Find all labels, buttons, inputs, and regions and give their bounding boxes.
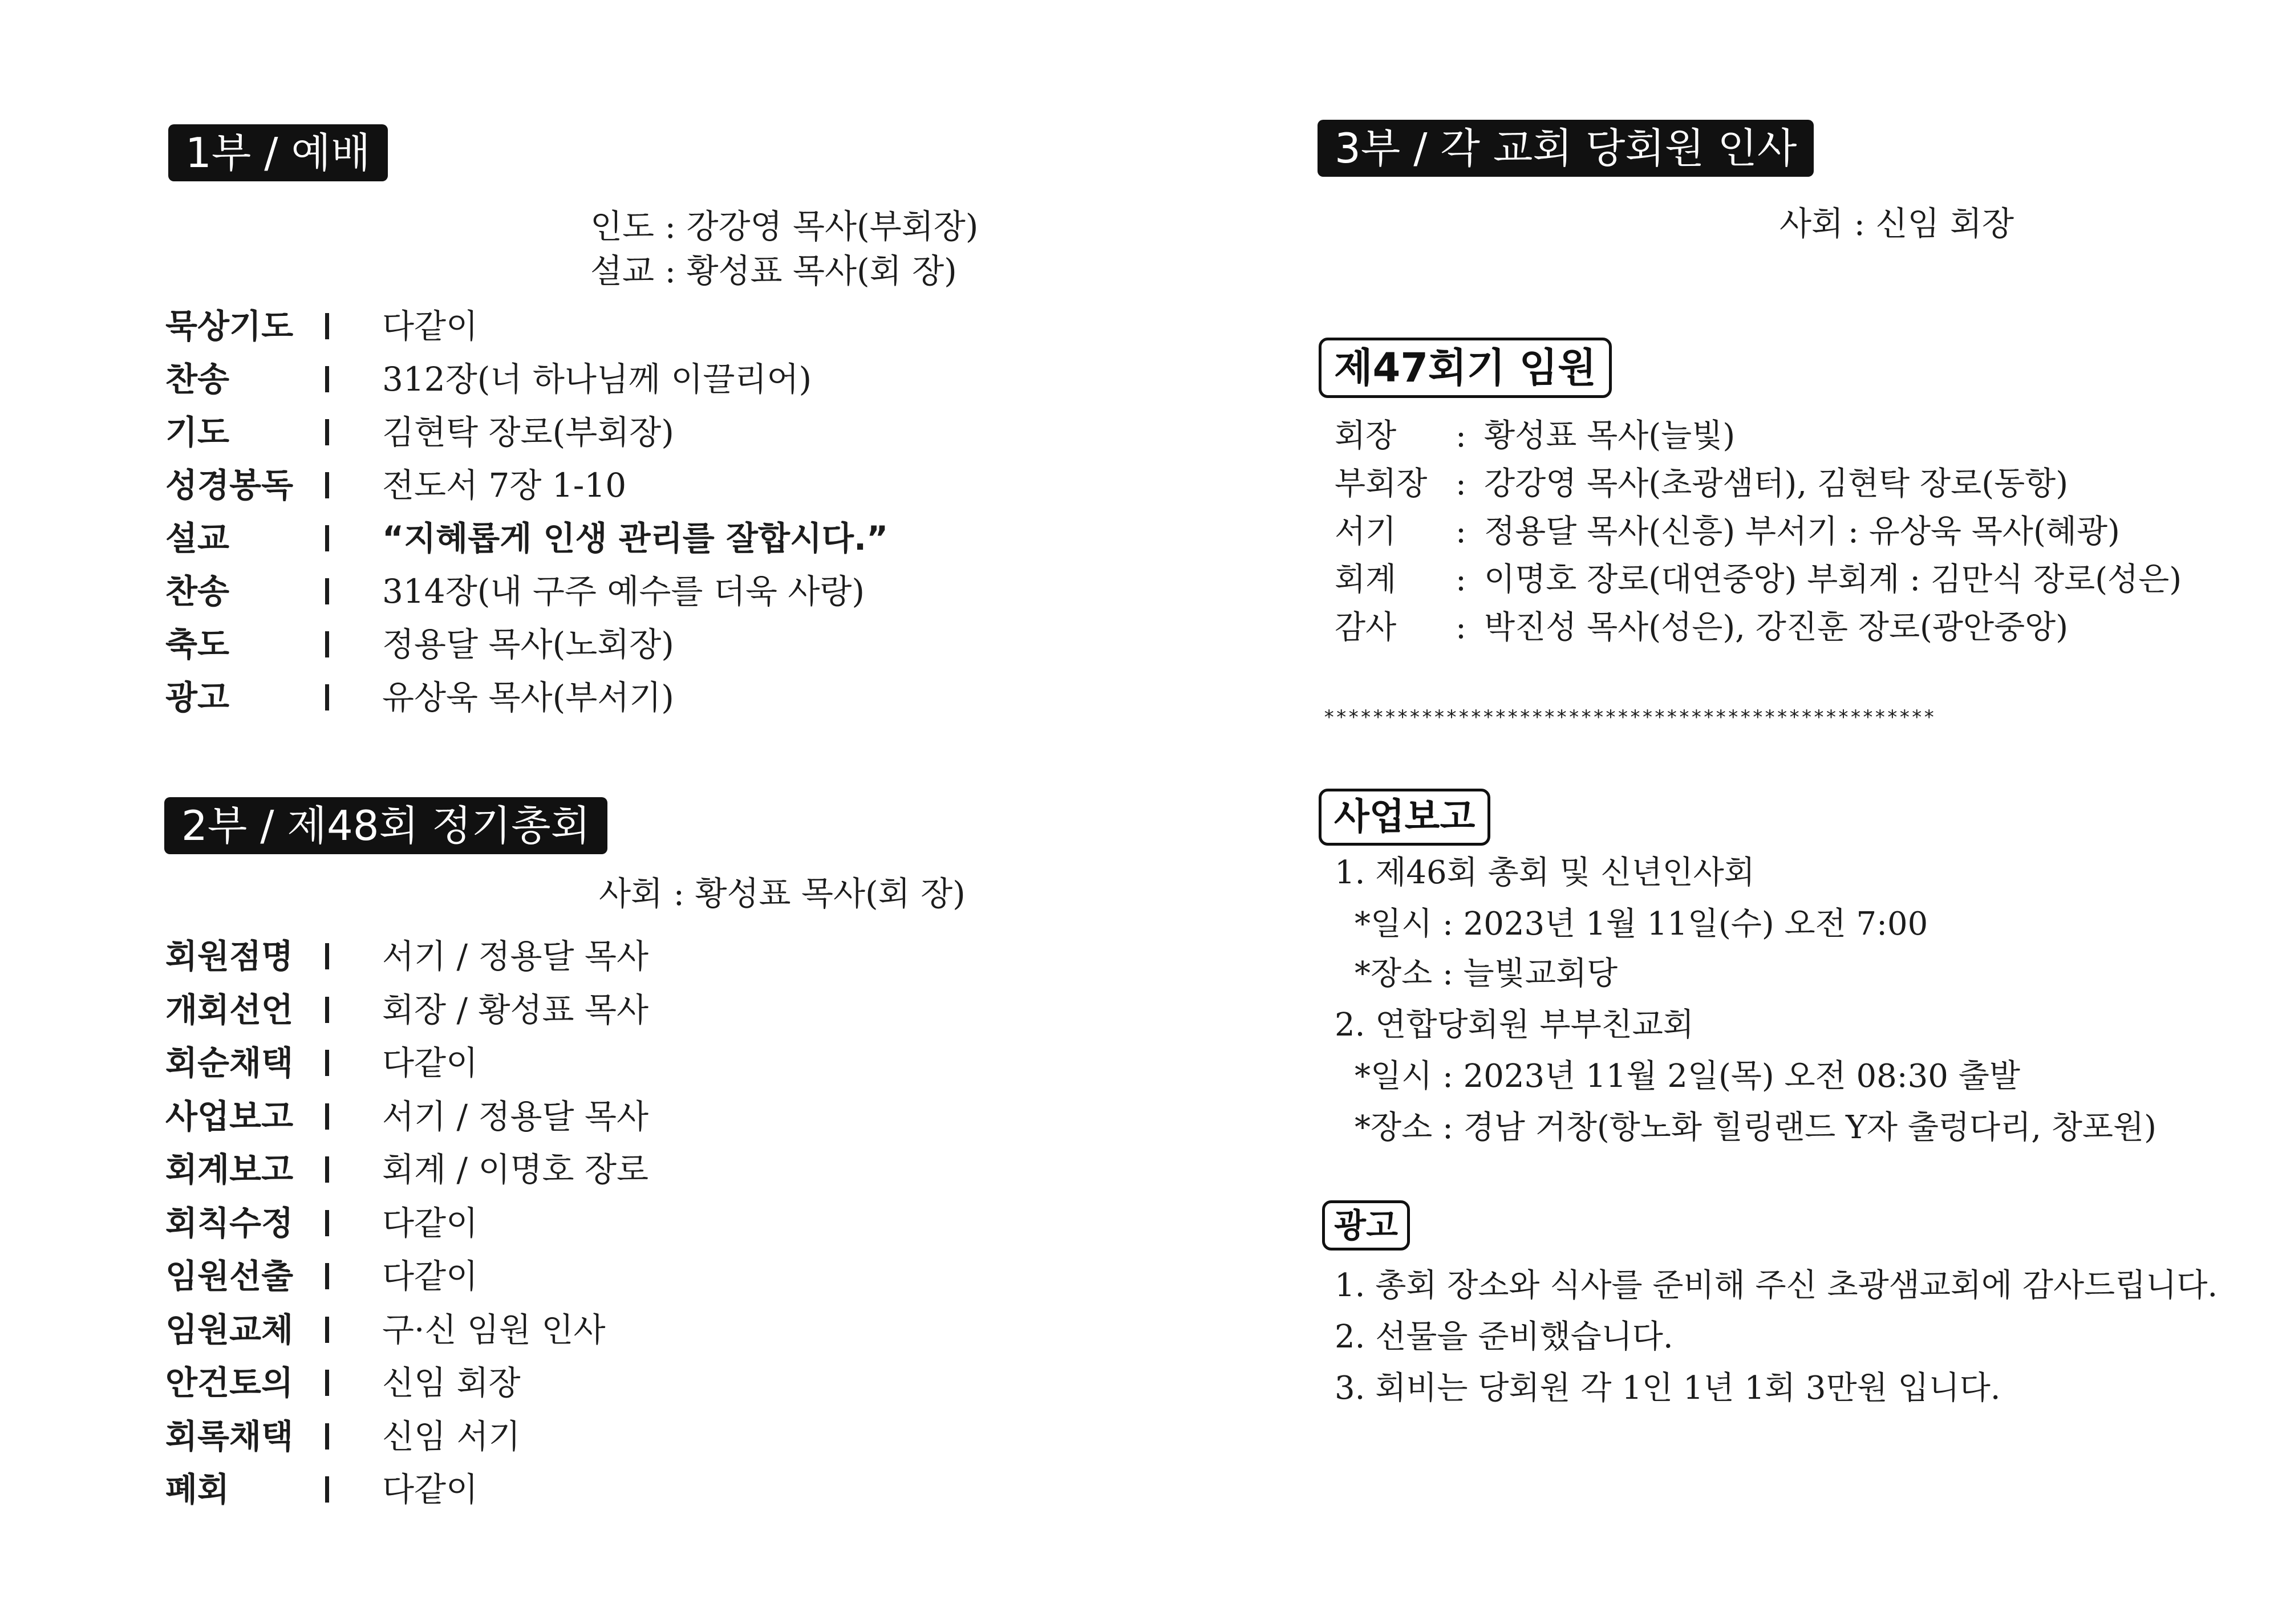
- colon: :: [1456, 561, 1466, 598]
- officer-title: 회계: [1335, 561, 1397, 598]
- program-value: 신임 회장: [382, 1363, 521, 1402]
- officer-title: 감사: [1335, 609, 1397, 646]
- report-line: *장소 : 경남 거창(항노화 힐링랜드 Y자 출렁다리, 창포원): [1355, 1109, 2156, 1146]
- notice-line: 2. 선물을 준비했습니다.: [1335, 1318, 1673, 1355]
- program-label: 안건토의: [165, 1363, 294, 1402]
- part1-header: 1부 / 예배: [168, 124, 388, 181]
- colon: :: [1456, 513, 1466, 550]
- divider-bar: [325, 684, 329, 710]
- report-line: 1. 제46회 총회 및 신년인사회: [1335, 854, 1755, 891]
- officer-row: [1335, 460, 2247, 509]
- program-value: 구·신 임원 인사: [382, 1310, 606, 1349]
- program-label: 회순채택: [165, 1044, 294, 1082]
- divider-bar: [325, 997, 329, 1023]
- program-label: 회록채택: [165, 1416, 294, 1456]
- program-label: 회칙수정: [165, 1203, 294, 1243]
- divider-bar: [325, 1156, 329, 1183]
- divider-bar: [325, 1050, 329, 1076]
- program-label: 폐회: [165, 1470, 230, 1509]
- program-label: 회계보고: [165, 1150, 294, 1189]
- program-label: 설교: [165, 519, 230, 558]
- officer-row: [1335, 412, 2247, 461]
- program-label: 찬송: [165, 572, 230, 611]
- officer-name: 이명호 장로(대연중앙) 부회계 : 김만식 장로(성은): [1484, 561, 2182, 598]
- part2-header: 2부 / 제48회 정기총회: [164, 797, 607, 854]
- divider-bar: [325, 1263, 329, 1289]
- program-label: 회원점명: [165, 937, 294, 976]
- report-line: *일시 : 2023년 1월 11일(수) 오전 7:00: [1355, 906, 1928, 943]
- officer-title: 회장: [1335, 417, 1397, 454]
- program-value: 유상욱 목사(부서기): [382, 678, 674, 717]
- divider-bar: [325, 1103, 329, 1130]
- program-label: 광고: [165, 678, 230, 717]
- divider-bar: [325, 366, 329, 392]
- program-value: 회계 / 이명호 장로: [382, 1150, 649, 1189]
- program-label: 축도: [165, 625, 230, 664]
- divider-bar: [325, 1370, 329, 1396]
- officer-row: [1335, 555, 2247, 604]
- part3-header: 3부 / 각 교회 당회원 인사: [1318, 120, 1814, 177]
- report-line: *일시 : 2023년 11월 2일(목) 오전 08:30 출발: [1355, 1058, 2020, 1095]
- divider-bar: [325, 419, 329, 445]
- program-value: “지혜롭게 인생 관리를 잘합시다.”: [382, 519, 889, 558]
- report-line: *장소 : 늘빛교회당: [1355, 955, 1618, 992]
- officer-name: 박진성 목사(성은), 강진훈 장로(광안중앙): [1484, 609, 2069, 646]
- divider-bar: [325, 943, 329, 969]
- program-value: 정용달 목사(노회장): [382, 625, 674, 664]
- notice-line: 3. 회비는 당회원 각 1인 1년 1회 3만원 입니다.: [1335, 1370, 2001, 1407]
- program-label: 찬송: [165, 360, 230, 399]
- report-line: 2. 연합당회원 부부친교회: [1335, 1006, 1694, 1044]
- program-value: 314장(내 구주 예수를 더욱 사랑): [382, 572, 865, 611]
- divider-bar: [325, 1210, 329, 1236]
- part1-preacher: 설교 : 황성표 목사(회 장): [590, 251, 957, 290]
- program-value: 312장(너 하나님께 이끌리어): [382, 360, 812, 399]
- part2-host: 사회 : 황성표 목사(회 장): [599, 874, 966, 913]
- program-value: 서기 / 정용달 목사: [382, 1097, 649, 1136]
- program-label: 개회선언: [165, 990, 294, 1029]
- officer-name: 강강영 목사(초광샘터), 김현탁 장로(동항): [1484, 465, 2069, 502]
- program-value: 다같이: [382, 1044, 479, 1082]
- program-label: 임원선출: [165, 1257, 294, 1296]
- officer-row: [1335, 508, 2247, 557]
- program-value: 다같이: [382, 1470, 479, 1509]
- divider-bar: [325, 313, 329, 339]
- program-label: 기도: [165, 413, 230, 452]
- divider-bar: [325, 1317, 329, 1343]
- part3-host: 사회 : 신임 회장: [1779, 204, 2014, 243]
- notice-line: 1. 총회 장소와 식사를 준비해 주신 초광샘교회에 감사드립니다.: [1335, 1267, 2218, 1304]
- divider-bar: [325, 631, 329, 657]
- notice-header: 광고: [1322, 1200, 1410, 1251]
- program-value: 김현탁 장로(부회장): [382, 413, 674, 452]
- officer-title: 부회장: [1335, 465, 1428, 502]
- program-value: 전도서 7장 1-10: [382, 466, 627, 505]
- officers-header: 제47회기 임원: [1319, 338, 1612, 398]
- divider: **************************************************: [1323, 706, 1936, 729]
- divider-bar: [325, 1476, 329, 1503]
- program-value: 다같이: [382, 1203, 479, 1243]
- program-value: 다같이: [382, 1257, 479, 1296]
- officer-name: 황성표 목사(늘빛): [1484, 417, 1736, 454]
- colon: :: [1456, 465, 1466, 502]
- officer-row: [1335, 603, 2247, 652]
- divider-bar: [325, 578, 329, 604]
- report-header: 사업보고: [1319, 789, 1490, 846]
- divider-bar: [325, 472, 329, 498]
- program-value: 신임 서기: [382, 1416, 521, 1456]
- program-value: 다같이: [382, 307, 479, 346]
- colon: :: [1456, 609, 1466, 646]
- program-label: 사업보고: [165, 1097, 294, 1136]
- program-label: 임원교체: [165, 1310, 294, 1349]
- colon: :: [1456, 417, 1466, 454]
- divider-bar: [325, 525, 329, 551]
- officer-title: 서기: [1335, 513, 1397, 550]
- officer-name: 정용달 목사(신흥) 부서기 : 유상욱 목사(혜광): [1484, 513, 2120, 550]
- divider-bar: [325, 1423, 329, 1450]
- program-value: 회장 / 황성표 목사: [382, 990, 649, 1029]
- part1-leader: 인도 : 강강영 목사(부회장): [590, 207, 979, 246]
- program-label: 묵상기도: [165, 307, 294, 346]
- program-value: 서기 / 정용달 목사: [382, 937, 649, 976]
- program-label: 성경봉독: [165, 466, 294, 505]
